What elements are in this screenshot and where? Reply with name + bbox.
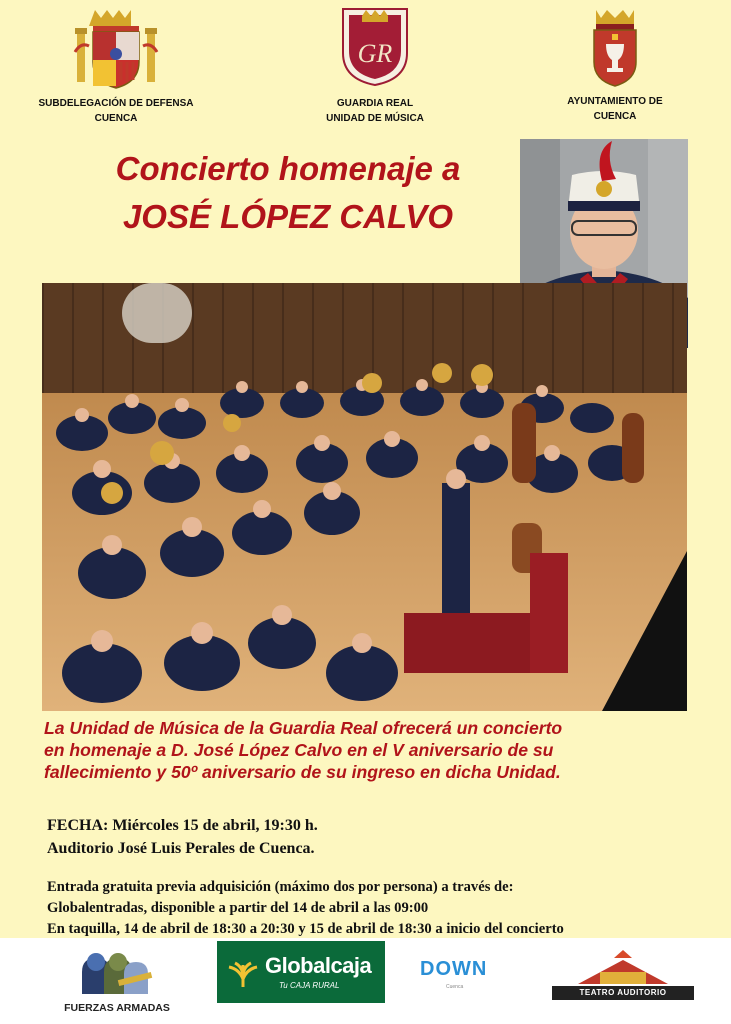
logo-left-line2: CUENCA — [94, 113, 138, 124]
ticket-line-1: Entrada gratuita previa adquisición (máximo dos por persona) a través de: — [47, 879, 514, 895]
event-info — [47, 814, 727, 860]
fuerzas-armadas-icon — [78, 948, 154, 998]
description-line-1: La Unidad de Música de la Guardia Real ofrecerá un concierto — [44, 718, 563, 738]
spain-coat-of-arms-icon — [73, 6, 159, 90]
description-line-3: fallecimiento y 50º aniversario de su ingreso en dicha Unidad. — [44, 762, 561, 782]
theater-building-icon — [548, 946, 698, 986]
logo-center-line1: GUARDIA REAL — [336, 98, 414, 109]
concert-description — [44, 717, 724, 783]
band-concert-photo — [42, 283, 687, 711]
concert-title: Concierto homenaje a — [115, 150, 461, 187]
wheat-icon — [225, 953, 261, 989]
description-line-2: en homenaje a D. José López Calvo en el V aniversario de su — [44, 740, 554, 760]
honoree-name: JOSÉ LÓPEZ CALVO — [122, 198, 454, 235]
sponsor-bar — [0, 938, 731, 1024]
globalcaja-name: Globalcaja — [265, 953, 372, 978]
cuenca-coat-of-arms-icon — [590, 6, 640, 88]
logo-guardia-real — [300, 6, 450, 126]
sponsor-globalcaja — [217, 941, 385, 1003]
sponsor-down-cuenca — [420, 958, 520, 998]
sponsor-fuerzas-armadas — [52, 944, 182, 1018]
ticket-line-2: Globalentradas, disponible a partir del 14 de abril a las 09:00 — [47, 900, 429, 916]
fuerzas-armadas-label: FUERZAS ARMADAS — [64, 1002, 170, 1014]
logo-center-line2: UNIDAD DE MÚSICA — [326, 113, 424, 124]
down-name: DOWN — [420, 958, 488, 980]
ticket-info — [47, 877, 727, 940]
logo-right-line1: AYUNTAMIENTO DE — [567, 96, 663, 107]
event-date: FECHA: Miércoles 15 de abril, 19:30 h. — [47, 817, 318, 834]
guardia-real-monogram: GR — [357, 39, 393, 68]
logo-subdelegacion-defensa — [18, 6, 214, 126]
globalcaja-sub: Tu CAJA RURAL — [279, 981, 340, 990]
down-sub: Cuenca — [446, 984, 464, 990]
guardia-real-shield-icon — [340, 6, 410, 88]
sponsor-teatro-auditorio — [548, 946, 698, 1018]
logo-left-line1: SUBDELEGACIÓN DE DEFENSA — [38, 98, 194, 109]
ticket-line-3: En taquilla, 14 de abril de 18:30 a 20:30 y 15 de abril de 18:30 a inicio del concierto — [47, 921, 564, 937]
logo-ayuntamiento-cuenca — [540, 6, 690, 124]
teatro-label: TEATRO AUDITORIO — [552, 986, 694, 1000]
logo-right-line2: CUENCA — [593, 111, 637, 122]
event-venue: Auditorio José Luis Perales de Cuenca. — [47, 840, 315, 857]
